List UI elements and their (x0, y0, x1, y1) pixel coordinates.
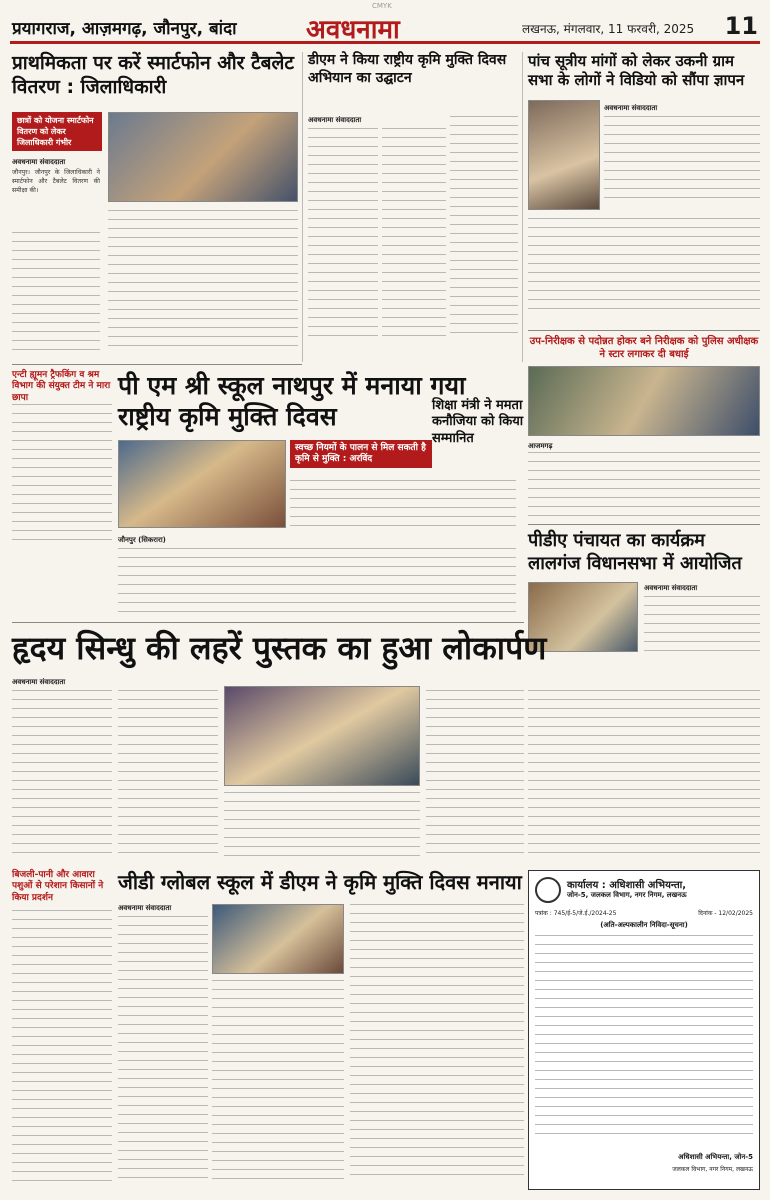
row-rule (528, 524, 760, 525)
story-10-text-b (118, 690, 218, 860)
story-3-headline: पांच सूत्रीय मांगों को लेकर उकनी ग्राम सभा के लोगों ने विडियो को सौंपा ज्ञापन (528, 52, 745, 89)
story-12-text-c (350, 904, 524, 1186)
story-10-byline: अवधनामा संवाददाता (12, 678, 66, 686)
story-5-text-b (118, 548, 516, 618)
issue-date: लखनऊ, मंगलवार, 11 फरवरी, 2025 (522, 22, 695, 36)
emblem-icon (535, 877, 561, 903)
story-1-tag: छात्रों को योजना स्मार्टफोन वितरण को लेकर जिलाधिकारी गंभीर (12, 112, 102, 151)
ad-date: दिनांक - 12/02/2025 (698, 910, 753, 917)
story-4-headline: एन्टी ह्यूमन ट्रैफकिंग व श्रम विभाग की संयुक्त टीम ने मारा छापा (12, 370, 111, 403)
ad-signature-office: जलकल विभाग, नगर निगम, लखनऊ (672, 1166, 753, 1173)
tender-notice-ad (528, 870, 760, 1190)
page-number: 11 (724, 12, 758, 40)
newspaper-logo: अवधनामा (306, 15, 400, 45)
story-12-text-a (118, 916, 208, 1186)
story-10-photo (224, 686, 420, 786)
story-10-text-c (224, 792, 420, 862)
print-marks: CMYK (372, 2, 392, 10)
ad-subtitle: जोन-5, जलकल विभाग, नगर निगम, लखनऊ (567, 891, 687, 899)
story-5-photo (118, 440, 286, 528)
story-2-text-a (308, 128, 378, 358)
story-3-text-a (604, 116, 760, 212)
story-10-text-a (12, 690, 112, 860)
story-5-byline: जौनपुर (सिकरारा) (118, 536, 166, 544)
row-rule (528, 330, 760, 331)
story-2-text-c (450, 116, 518, 360)
story-11-headline: बिजली-पानी और आवारा पशुओं से परेशान किसानों ने किया प्रदर्शन (12, 870, 104, 903)
story-3-byline: अवधनामा संवाददाता (604, 104, 658, 112)
ad-notice-type: (अति-अल्पकालीन निविदा-सूचना) (600, 921, 688, 929)
row-rule (12, 364, 302, 365)
story-1-photo (108, 112, 298, 202)
story-2-headline: डीएम ने किया राष्ट्रीय कृमि मुक्ति दिवस अभियान का उद्घाटन (308, 52, 507, 86)
ad-signature: अधिशासी अभियन्ता, जोन-5 (678, 1153, 753, 1161)
story-4-text (12, 404, 112, 554)
story-12-photo (212, 904, 344, 974)
story-6-tag: स्वच्छ नियमों के पालन से मिल सकती है कृमि से मुक्ति : अरविंद (290, 440, 432, 468)
story-1-byline: अवधनामा संवाददाता (12, 158, 66, 166)
story-10-text-d (426, 690, 524, 860)
edition-cities: प्रयागराज, आज़मगढ़, जौनपुर, बांदा (12, 19, 237, 39)
ad-title: कार्यालय : अधिशासी अभियन्ता, (567, 880, 687, 891)
column-rule (302, 52, 303, 362)
story-5-text-a (290, 480, 516, 530)
story-8-photo (528, 366, 760, 436)
story-8-headline: उप-निरीक्षक से पदोन्नत होकर बने निरीक्षक को पुलिस अधीक्षक ने स्टार लगाकर दी बधाई (529, 336, 759, 360)
story-9-headline: पीडीए पंचायत का कार्यक्रम लालगंज विधानसभा में आयोजित (528, 530, 742, 574)
story-1-text-2 (108, 210, 298, 360)
story-5-headline: पी एम श्री स्कूल नाथपुर में मनाया गया राष्ट्रीय कृमि मुक्ति दिवस (118, 371, 466, 432)
story-2-text-b (382, 128, 446, 358)
story-2-byline: अवधनामा संवाददाता (308, 116, 362, 124)
column-rule (522, 52, 523, 362)
story-3-photo (528, 100, 600, 210)
row-rule (12, 622, 524, 623)
story-3-text-b (528, 218, 760, 318)
story-12-byline: अवधनामा संवाददाता (118, 904, 172, 912)
story-11-text (12, 910, 112, 1190)
story-8-byline: आजमगढ़ (528, 442, 553, 450)
story-10-headline: हृदय सिन्धु की लहरें पुस्तक का हुआ लोकार्पण (12, 629, 547, 667)
story-8-text (528, 452, 760, 522)
ad-ref: पत्रांक : 745/ई-5/जे.ई./2024-25 (535, 910, 617, 917)
ad-text (535, 935, 753, 1145)
story-12-headline: जीडी ग्लोबल स्कूल में डीएम ने कृमि मुक्ति दिवस मनाया (118, 870, 522, 894)
story-1-lead: जौनपुर। जौनपुर के जिलाधिकारी ने स्मार्टफोन और टैबलेट वितरण की समीक्षा की। (12, 169, 100, 194)
story-1-text (12, 232, 100, 362)
masthead (10, 10, 760, 44)
story-7-headline: शिक्षा मंत्री ने ममता कनौजिया को किया सम्मानित (432, 398, 524, 446)
story-12-text-b (212, 980, 344, 1186)
story-10-text-e (528, 690, 760, 860)
story-1-headline: प्राथमिकता पर करें स्मार्टफोन और टैबलेट वितरण : जिलाधिकारी (12, 52, 294, 98)
story-9-byline: अवधनामा संवाददाता (644, 584, 698, 592)
